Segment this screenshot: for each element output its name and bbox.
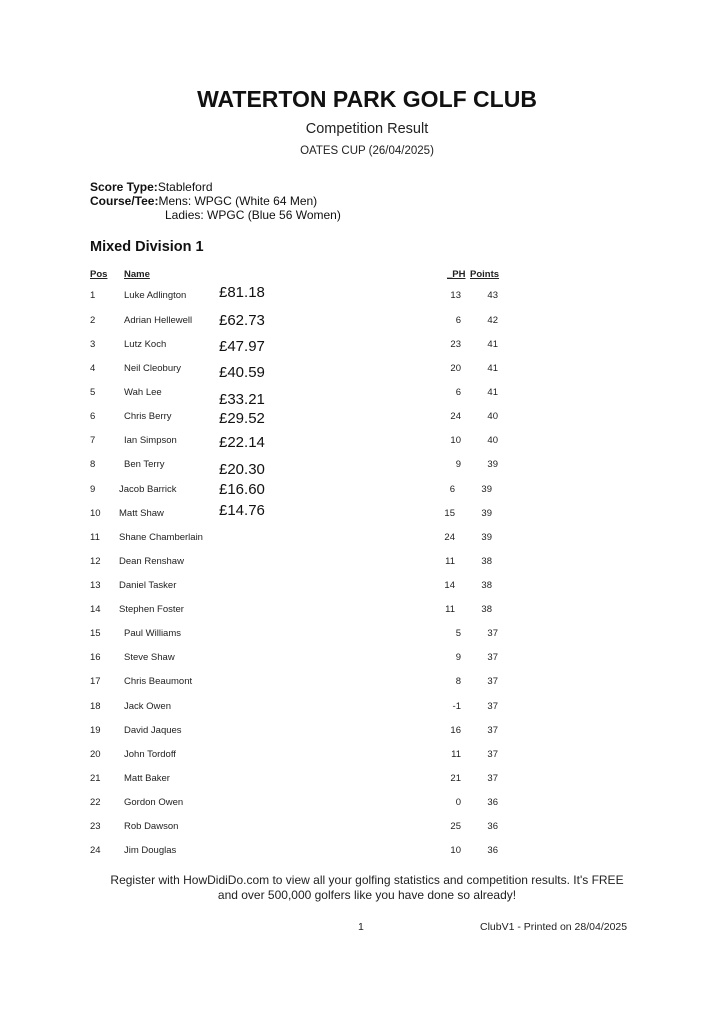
playing-handicap-cell: 6	[455, 387, 461, 398]
playing-handicap-cell: 8	[455, 676, 461, 687]
table-row	[0, 502, 724, 528]
player-name-cell: Gordon Owen	[124, 797, 184, 808]
points-cell: 41	[487, 387, 498, 398]
points-cell: 40	[487, 411, 498, 422]
prize-amount: £16.60	[219, 481, 265, 498]
prize-amount: £29.52	[219, 410, 265, 427]
player-name-cell: Luke Adlington	[124, 290, 187, 301]
playing-handicap-cell: 24	[450, 411, 461, 422]
points-cell: 37	[487, 725, 498, 736]
points-cell: 39	[481, 484, 492, 495]
points-cell: 37	[487, 773, 498, 784]
table-row	[0, 580, 724, 600]
points-cell: 39	[481, 532, 492, 543]
player-name-cell: Dean Renshaw	[119, 556, 184, 567]
playing-handicap-cell: 21	[450, 773, 461, 784]
prize-amount: £20.30	[219, 461, 265, 478]
points-cell: 38	[481, 556, 492, 567]
course-ladies: Ladies: WPGC (Blue 56 Women)	[165, 208, 341, 222]
promo-line-1: Register with HowDidiDo.com to view all your golfing statistics and competition results. It's FREE	[110, 873, 624, 887]
points-cell: 36	[487, 797, 498, 808]
player-name-cell: Jim Douglas	[124, 845, 177, 856]
playing-handicap-cell: 0	[455, 797, 461, 808]
position-cell: 21	[90, 773, 101, 784]
points-cell: 36	[487, 845, 498, 856]
prize-amount: £81.18	[219, 284, 265, 301]
player-name-cell: John Tordoff	[124, 749, 176, 760]
position-cell: 22	[90, 797, 101, 808]
playing-handicap-cell: 23	[450, 339, 461, 350]
player-name-cell: Ian Simpson	[124, 435, 177, 446]
player-name-cell: Rob Dawson	[124, 821, 179, 832]
promo-text	[0, 873, 724, 903]
points-cell: 37	[487, 701, 498, 712]
table-row	[0, 797, 724, 817]
points-cell: 36	[487, 821, 498, 832]
player-name-cell: Neil Cleobury	[124, 363, 182, 374]
table-row	[0, 387, 724, 407]
prize-amount: £47.97	[219, 338, 265, 355]
points-cell: 41	[487, 363, 498, 374]
player-name-cell: Chris Berry	[124, 411, 172, 422]
points-cell: 41	[487, 339, 498, 350]
table-row	[0, 556, 724, 576]
playing-handicap-cell: -1	[452, 701, 461, 712]
table-row	[0, 725, 724, 745]
position-cell: 13	[90, 580, 101, 591]
playing-handicap-cell: 11	[451, 749, 461, 760]
printed-info: ClubV1 - Printed on 28/04/2025	[480, 921, 628, 933]
table-row	[0, 652, 724, 672]
position-cell: 18	[90, 701, 101, 712]
playing-handicap-cell: 5	[455, 628, 461, 639]
points-cell: 37	[487, 628, 498, 639]
table-row	[0, 628, 724, 648]
score-type-value: Stableford	[157, 180, 213, 194]
player-name-cell: David Jaques	[124, 725, 182, 736]
table-row	[0, 604, 724, 624]
table-row	[0, 532, 724, 552]
column-header-ph: _PH	[447, 269, 466, 280]
position-cell: 19	[90, 725, 101, 736]
position-cell: 2	[90, 315, 96, 326]
position-cell: 7	[90, 435, 96, 446]
playing-handicap-cell: 15	[444, 508, 455, 519]
course-mens: Mens: WPGC (White 64 Men)	[158, 194, 318, 208]
position-cell: 17	[90, 676, 101, 687]
table-row	[0, 435, 724, 455]
playing-handicap-cell: 9	[455, 652, 461, 663]
playing-handicap-cell: 20	[450, 363, 461, 374]
points-cell: 39	[481, 508, 492, 519]
table-row	[0, 339, 724, 359]
points-cell: 39	[487, 459, 498, 470]
player-name-cell: Jack Owen	[124, 701, 171, 712]
report-subtitle: Competition Result	[305, 121, 429, 137]
playing-handicap-cell: 14	[444, 580, 455, 591]
column-header-points: Points	[470, 269, 500, 280]
course-tee-label: Course/Tee:	[90, 194, 159, 208]
playing-handicap-cell: 24	[444, 532, 455, 543]
position-cell: 10	[90, 508, 101, 519]
column-header-name: Name	[124, 269, 150, 280]
table-row	[0, 284, 724, 310]
points-cell: 37	[487, 676, 498, 687]
playing-handicap-cell: 6	[455, 315, 461, 326]
player-name-cell: Lutz Koch	[124, 339, 167, 350]
player-name-cell: Stephen Foster	[119, 604, 184, 615]
player-name-cell: Paul Williams	[124, 628, 182, 639]
playing-handicap-cell: 9	[455, 459, 461, 470]
playing-handicap-cell: 11	[445, 604, 455, 615]
points-cell: 38	[481, 580, 492, 591]
points-cell: 38	[481, 604, 492, 615]
position-cell: 12	[90, 556, 101, 567]
position-cell: 8	[90, 459, 96, 470]
score-type-label: Score Type:	[90, 180, 158, 194]
table-row	[0, 701, 724, 721]
points-cell: 37	[487, 652, 498, 663]
position-cell: 24	[90, 845, 101, 856]
page-number: 1	[358, 921, 364, 933]
table-row	[0, 676, 724, 696]
position-cell: 6	[90, 411, 96, 422]
course-tee-line	[90, 194, 317, 208]
position-cell: 23	[90, 821, 101, 832]
player-name-cell: Chris Beaumont	[124, 676, 193, 687]
prize-amount: £40.59	[219, 364, 265, 381]
playing-handicap-cell: 10	[450, 845, 461, 856]
table-row	[0, 821, 724, 841]
score-type-line	[90, 180, 213, 194]
player-name-cell: Shane Chamberlain	[119, 532, 203, 543]
position-cell: 16	[90, 652, 101, 663]
promo-line-2: and over 500,000 golfers like you have done so already!	[217, 888, 517, 902]
prize-amount: £33.21	[219, 391, 265, 408]
playing-handicap-cell: 11	[445, 556, 455, 567]
table-row	[0, 845, 724, 865]
points-cell: 37	[487, 749, 498, 760]
playing-handicap-cell: 13	[450, 290, 461, 301]
table-row	[0, 312, 724, 335]
player-name-cell: Matt Shaw	[119, 508, 164, 519]
position-cell: 1	[90, 290, 96, 301]
prize-amount: £14.76	[219, 502, 265, 519]
player-name-cell: Matt Baker	[124, 773, 170, 784]
position-cell: 3	[90, 339, 96, 350]
points-cell: 43	[487, 290, 498, 301]
prize-amount: £22.14	[219, 434, 265, 451]
table-row	[0, 459, 724, 479]
points-cell: 42	[487, 315, 498, 326]
table-row	[0, 749, 724, 769]
table-row	[0, 411, 724, 431]
position-cell: 20	[90, 749, 101, 760]
player-name-cell: Adrian Hellewell	[124, 315, 193, 326]
player-name-cell: Ben Terry	[124, 459, 165, 470]
position-cell: 15	[90, 628, 101, 639]
table-row	[0, 363, 724, 383]
playing-handicap-cell: 10	[450, 435, 461, 446]
position-cell: 5	[90, 387, 96, 398]
position-cell: 14	[90, 604, 101, 615]
player-name-cell: Daniel Tasker	[119, 580, 177, 591]
club-title: WATERTON PARK GOLF CLUB	[197, 86, 537, 112]
playing-handicap-cell: 6	[449, 484, 455, 495]
player-name-cell: Steve Shaw	[124, 652, 175, 663]
table-row	[0, 773, 724, 793]
position-cell: 11	[90, 532, 100, 543]
position-cell: 9	[90, 484, 96, 495]
points-cell: 40	[487, 435, 498, 446]
competition-name: OATES CUP (26/04/2025)	[300, 145, 434, 157]
player-name-cell: Jacob Barrick	[119, 484, 177, 495]
playing-handicap-cell: 16	[450, 725, 461, 736]
table-row	[0, 481, 724, 504]
column-header-pos: Pos	[90, 269, 108, 280]
division-title: Mixed Division 1	[90, 239, 204, 255]
playing-handicap-cell: 25	[450, 821, 461, 832]
position-cell: 4	[90, 363, 96, 374]
player-name-cell: Wah Lee	[124, 387, 162, 398]
prize-amount: £62.73	[219, 312, 265, 329]
